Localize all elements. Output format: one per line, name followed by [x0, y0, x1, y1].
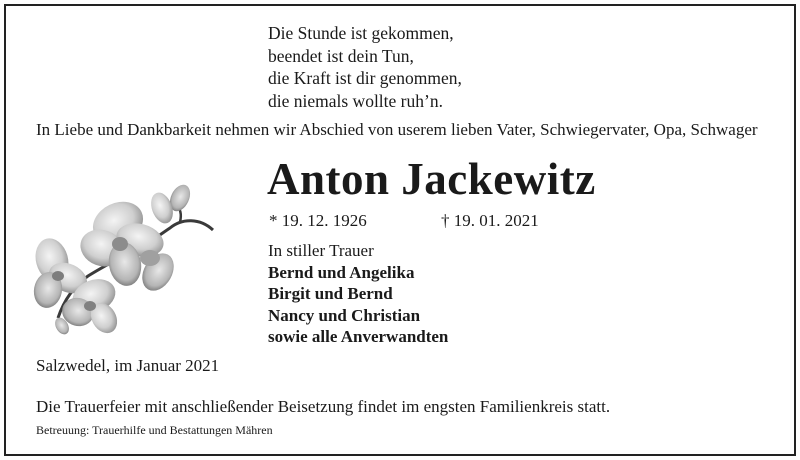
- deceased-name: Anton Jackewitz: [267, 154, 596, 204]
- mourners-heading: In stiller Trauer: [268, 241, 374, 260]
- poem-line: die niemals wollte ruh’n.: [268, 90, 443, 111]
- death-date: † 19. 01. 2021: [441, 211, 539, 230]
- mourners-block: [268, 240, 448, 348]
- intro-text: In Liebe und Dankbarkeit nehmen wir Abschied von userem lieben Vater, Schwiegervater, Opa, Schwager: [36, 120, 758, 139]
- mourner-name: Bernd und Angelika: [268, 262, 415, 282]
- mourner-name: sowie alle Anverwandten: [268, 327, 449, 346]
- poem-line: Die Stunde ist gekommen,: [268, 23, 454, 43]
- place-and-date: Salzwedel, im Januar 2021: [36, 356, 220, 375]
- poem: [268, 22, 462, 112]
- poem-line: die Kraft ist dir genommen,: [268, 68, 462, 88]
- service-note: Die Trauerfeier mit anschließender Beisetzung findet im engsten Familienkreis statt.: [36, 397, 611, 416]
- poem-line: beendet ist dein Tun,: [268, 45, 414, 66]
- orchid-icon: [30, 178, 220, 338]
- mourner-name: Nancy und Christian: [268, 305, 421, 325]
- mourner-name: Birgit und Bernd: [268, 284, 393, 303]
- funeral-home-note: Betreuung: Trauerhilfe und Bestattungen Mähren: [36, 423, 273, 437]
- birth-date: * 19. 12. 1926: [269, 211, 367, 230]
